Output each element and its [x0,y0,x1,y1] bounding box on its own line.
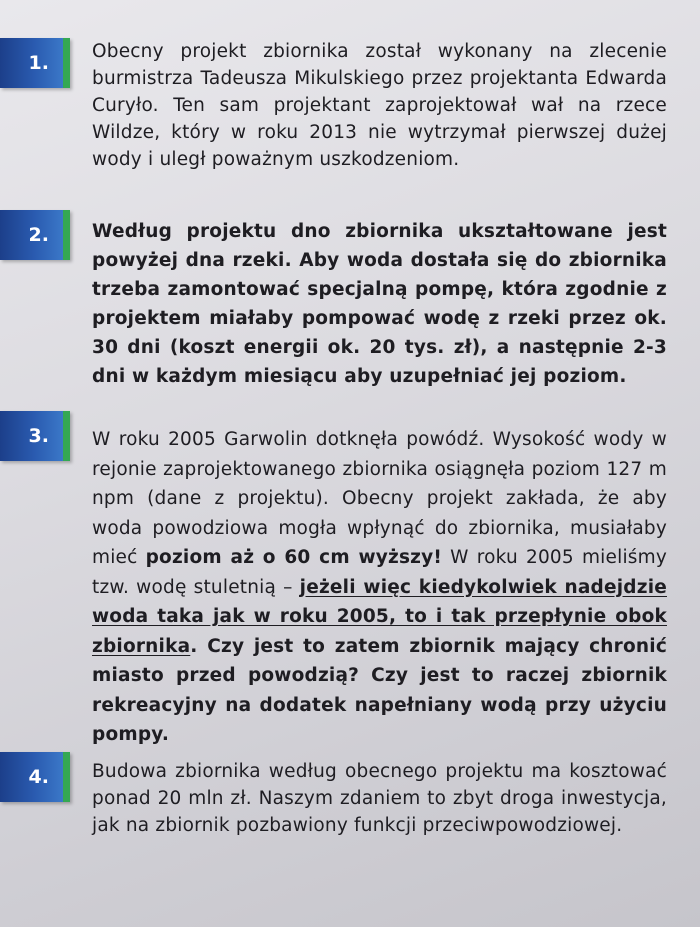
section-text [92,217,667,391]
section-text [92,38,667,173]
section-text [92,758,667,839]
text-run: W roku 2005 mieliśmy tzw. wodę stuletnią – [92,547,667,598]
section-text [92,425,667,750]
paragraph: Obecny projekt zbiornika został wykonany na zlecenie burmistrza Tadeusza Mikulskiego przez projektanta Edwarda Curyło. Ten sam projektant zaprojektował wał na rzece Wildze, który w roku 2013 nie wytrzymał pierwszej dużej wody i uległ poważnym uszkodzeniom. [92,41,667,170]
section-number: 1. [28,52,49,74]
section-number-badge [0,38,70,88]
emphasis-text: . Czy jest to zatem zbiornik mający chronić miasto przed powodzią? Czy jest to raczej zbiornik rekreacyjny na dodatek napełniany wodą przy użyciu pompy. [92,635,667,745]
text-run: W roku 2005 Garwolin dotknęła powódź. Wysokość wody w rejonie zaprojektowanego zbiornika osiągnęła poziom 127 m npm (dane z projektu). Obecny projekt zakłada, że aby woda powodziowa mogła wpłynąć do zbiornika, musiałaby mieć [92,429,667,568]
paragraph [92,425,667,750]
paragraph: Budowa zbiornika według obecnego projektu ma kosztować ponad 20 mln zł. Naszym zdaniem to zbyt droga inwestycja, jak na zbiornik pozbawiony funkcji przeciwpowodziowej. [92,761,667,836]
underlined-emphasis-text: jeżeli więc kiedykolwiek nadejdzie woda taka jak w roku 2005, to i tak przepłynie obok zbiornika [92,576,667,657]
section-number-badge [0,411,70,461]
section-number: 2. [28,224,49,246]
paragraph: Według projektu dno zbiornika ukształtowane jest powyżej dna rzeki. Aby woda dostała się do zbiornika trzeba zamontować specjalną pompę, która zgodnie z projektem miałaby pompować wodę z rzeki przez ok. 30 dni (koszt energii ok. 20 tys. zł), a następnie 2-3 dni w każdym miesiącu aby uzupełniać jej poziom. [92,221,667,387]
section-number: 4. [28,766,49,788]
section-number-badge [0,752,70,802]
section-number-badge [0,210,70,260]
section-number: 3. [28,425,49,447]
emphasis-text: poziom aż o 60 cm wyższy! [145,547,443,568]
